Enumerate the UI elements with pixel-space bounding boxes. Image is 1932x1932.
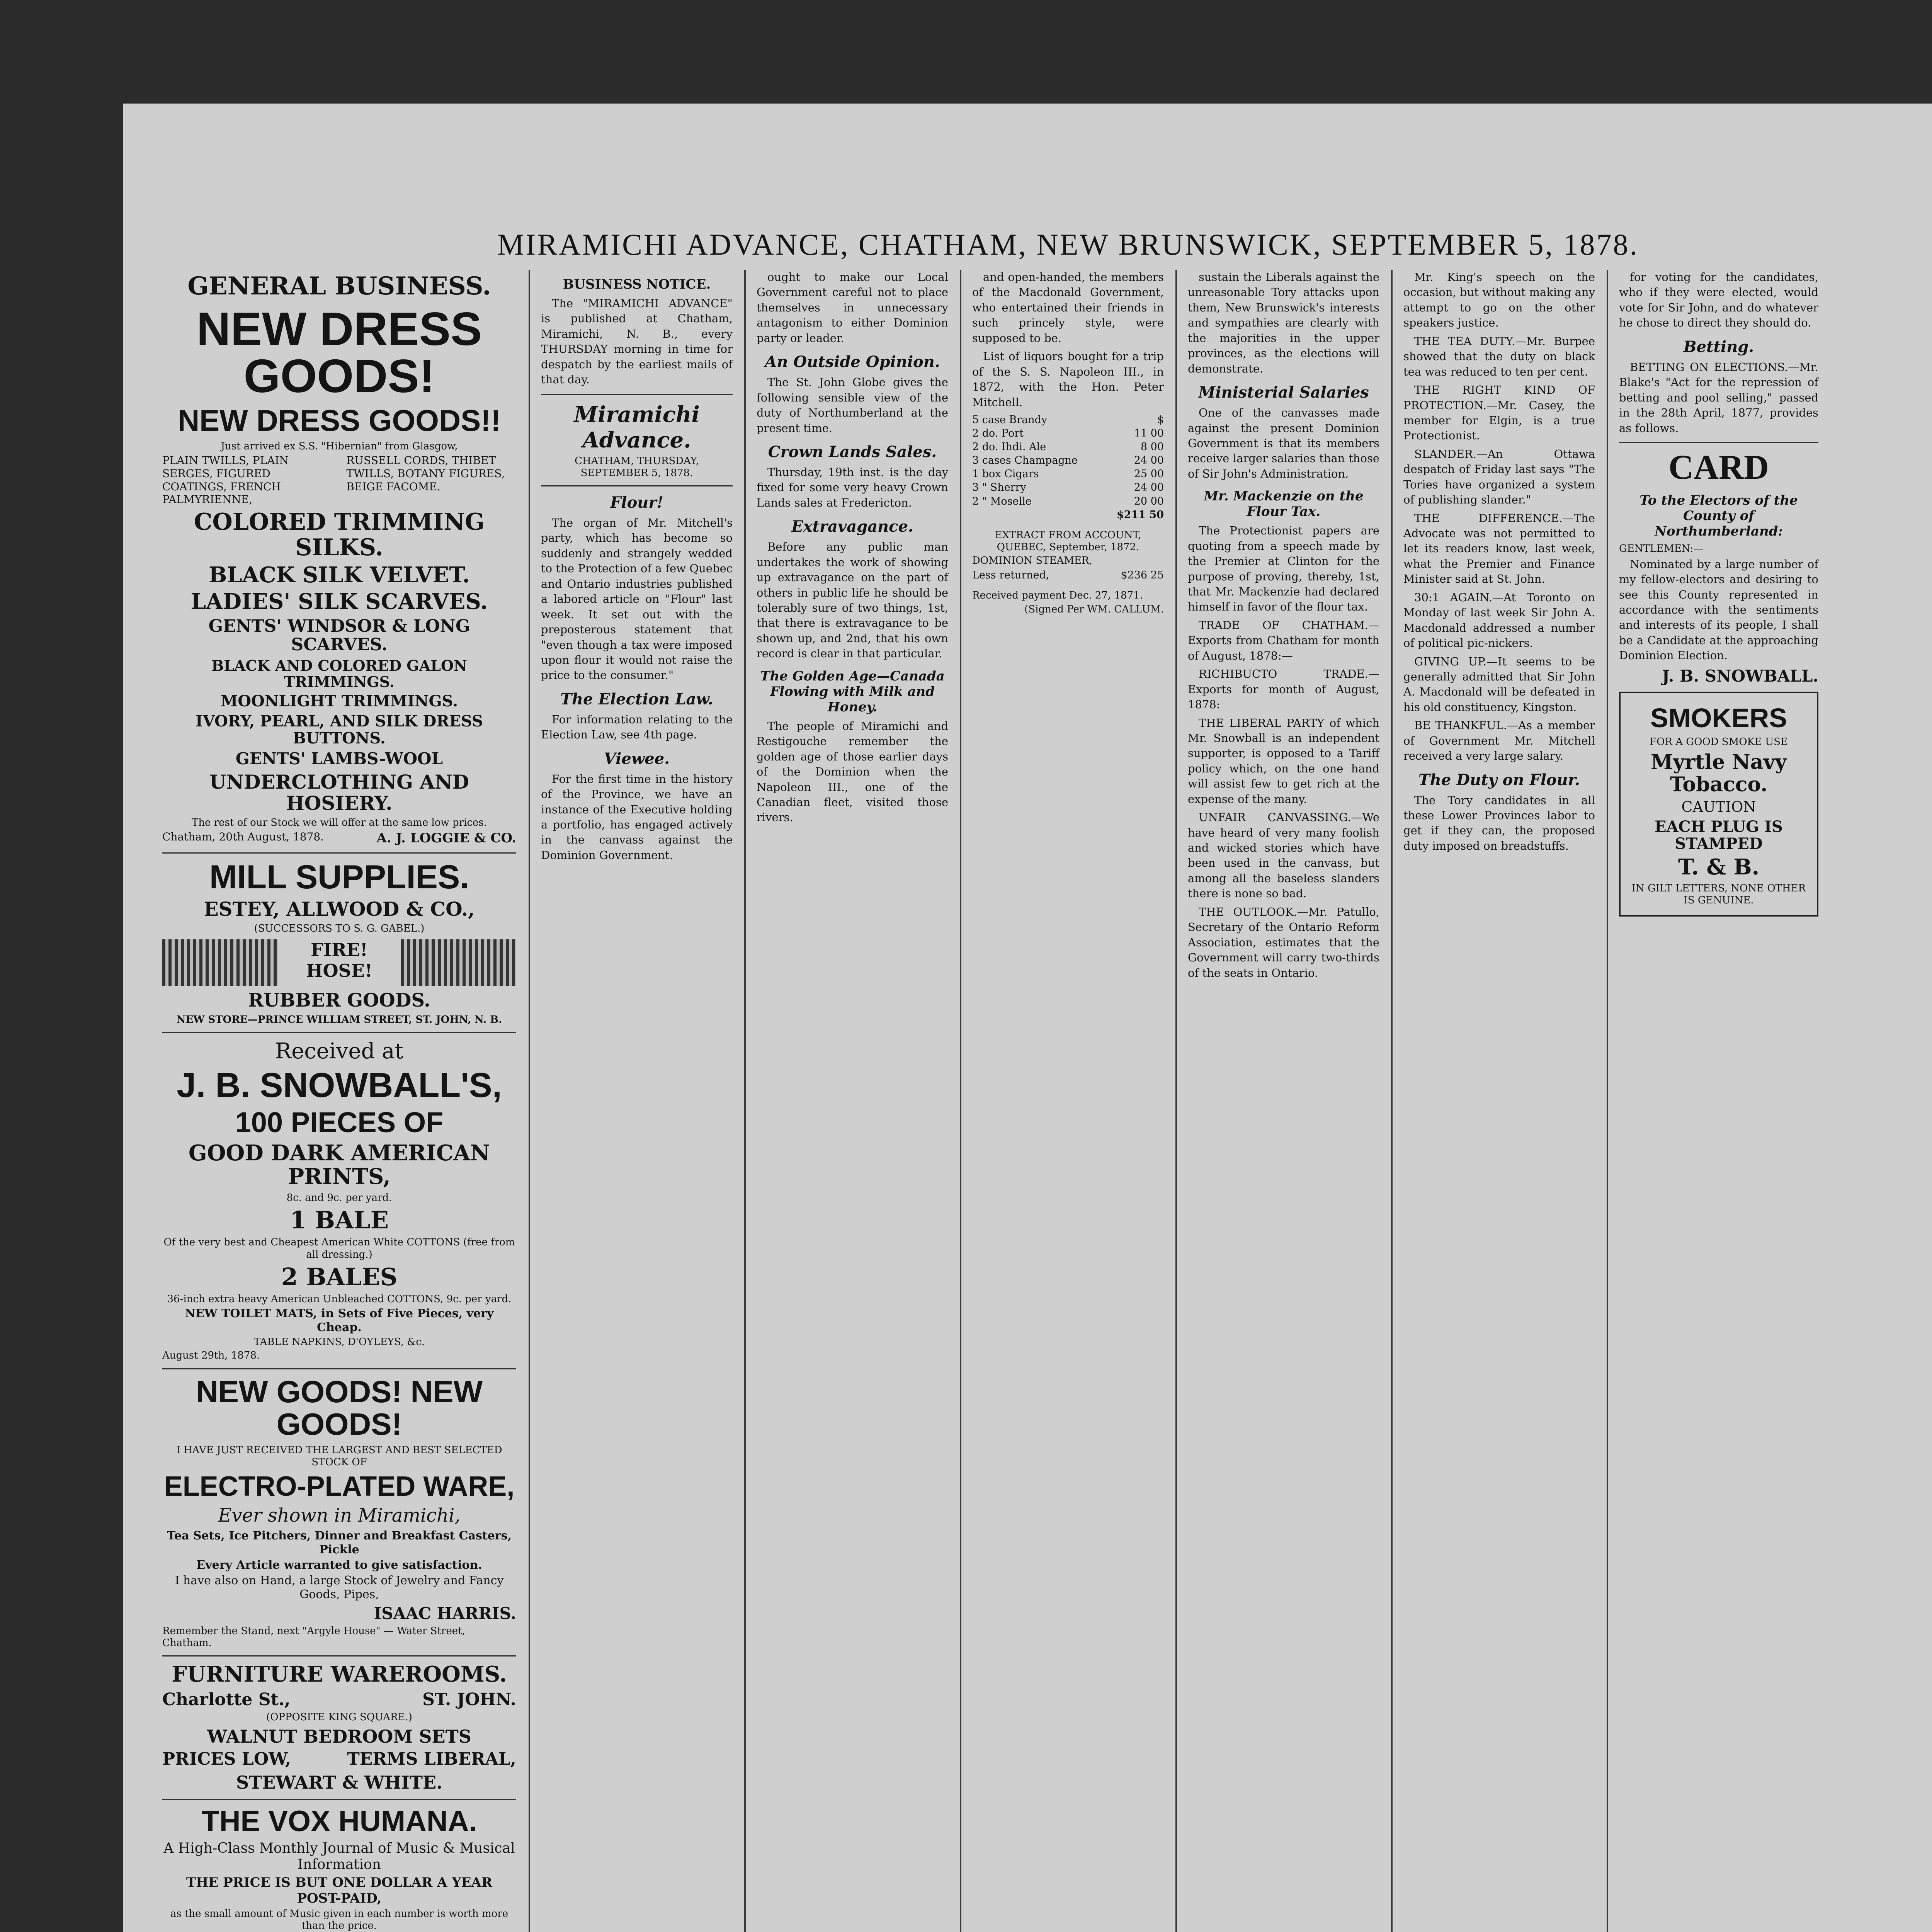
ledger-item: 5 case Brandy	[972, 413, 1048, 426]
ad-line: WALNUT BEDROOM SETS	[207, 1726, 472, 1747]
column-5	[1179, 270, 1388, 1932]
tobacco-ad	[1619, 692, 1818, 917]
divider	[162, 1032, 516, 1033]
column-rule	[960, 270, 961, 1932]
column-1-advertisements	[154, 270, 525, 1932]
ledger-row	[972, 495, 1164, 508]
ledger-item: 2 do. Ihdi. Ale	[972, 441, 1046, 453]
article-heading: The Duty on Flour.	[1418, 770, 1580, 789]
ad-line: IVORY, PEARL, AND SILK DRESS BUTTONS.	[196, 712, 483, 748]
ledger-total	[972, 508, 1164, 522]
article-text: DOMINION STEAMER,	[972, 555, 1092, 567]
column-2	[532, 270, 741, 1932]
article-text: The Tory candidates in all these Lower Provinces labor to get if they can, the proposed duty imposed on breadstuffs.	[1403, 793, 1595, 852]
article-text: THE RIGHT KIND OF PROTECTION.—Mr. Casey, the member for Elgin, is a true Protectionist.	[1403, 383, 1595, 442]
ledger-item: 3 cases Champagne	[972, 454, 1078, 467]
ad-line: UNDERCLOTHING AND HOSIERY.	[209, 770, 469, 815]
column-rule	[1175, 270, 1177, 1932]
ad-date: Chatham, 20th August, 1878.	[162, 830, 324, 843]
ledger-row	[972, 454, 1164, 467]
liquor-ledger	[972, 413, 1164, 522]
goods-list: PLAIN TWILLS, PLAIN SERGES, FIGURED COATINGS, FRENCH PALMYRIENNE,	[162, 454, 289, 506]
article-text: GIVING UP.—It seems to be generally admitted that Sir John A. Macdonald will be defeated in his old constituency, Kingston.	[1403, 655, 1595, 714]
ad-line: Myrtle Navy Tobacco.	[1651, 750, 1787, 796]
ad-line: PRICES LOW,	[162, 1749, 291, 1769]
ad-location: Charlotte St.,	[162, 1689, 291, 1709]
newspaper-page	[123, 104, 1932, 1932]
ad-text: THE PRICE IS BUT ONE DOLLAR A YEAR POST-PAID,	[186, 1875, 493, 1906]
article-text: Before any public man undertakes the work of showing up extravagance on the part of others in public life he should be tolerably sure of two things, 1st, that there is extravagance to be shown up, and 2nd, that his own record is clear in that particular.	[757, 540, 948, 660]
ledger-amount: 20 00	[1134, 495, 1164, 507]
ledger-row	[972, 467, 1164, 481]
ad-signature: ISAAC HARRIS.	[374, 1604, 516, 1623]
ad-text: (OPPOSITE KING SQUARE.)	[266, 1711, 412, 1723]
article-text: For the first time in the history of the Province, we have an instance of the Executive holding a portfolio, has engaged actively in the canvass against the Dominion Government.	[541, 772, 733, 862]
divider	[162, 1368, 516, 1369]
ledger-amount: $	[1157, 413, 1164, 426]
ad-text: Tea Sets, Ice Pitchers, Dinner and Breakfast Casters, Pickle	[167, 1529, 512, 1556]
column-7	[1611, 270, 1827, 1932]
newspaper-nameplate: Miramichi Advance.	[574, 401, 700, 453]
ad-headline: ELECTRO-PLATED WARE,	[164, 1471, 515, 1502]
section-heading: GENERAL BUSINESS.	[187, 272, 491, 301]
dateline: CHATHAM, THURSDAY, SEPTEMBER 5, 1878.	[575, 455, 699, 479]
ad-headline: SMOKERS	[1650, 702, 1787, 733]
article-text: EXTRACT FROM ACCOUNT, QUEBEC, September, 1872.	[995, 529, 1141, 553]
ad-line: TERMS LIBERAL,	[347, 1749, 516, 1769]
ad-line: GENTS' LAMBS-WOOL	[235, 749, 443, 769]
ad-firm: ESTEY, ALLWOOD & CO.,	[204, 897, 475, 920]
divider	[541, 394, 733, 395]
section-heading: BUSINESS NOTICE.	[563, 277, 711, 292]
article-text: Mr. King's speech on the occasion, but without making any attempt to go on the other speakers justice.	[1403, 270, 1595, 330]
article-heading: The Election Law.	[560, 690, 713, 708]
article-text: The Protectionist papers are quoting from a speech made by the Premier at Clinton for the purpose of proving, thereby, 1st, that Mr. Mackenzie had declared himself in favor of the flour tax.	[1188, 524, 1379, 614]
ad-word: HOSE!	[306, 960, 373, 981]
ad-text: IN GILT LETTERS, NONE OTHER IS GENUINE.	[1631, 883, 1806, 906]
article-text: 30:1 AGAIN.—At Toronto on Monday of last week Sir John A. Macdonald addressed a number of political pic-nickers.	[1403, 590, 1595, 650]
ledger-amount: 8 00	[1140, 441, 1164, 453]
article-text: Nominated by a large number of my fellow-electors and desiring to see this County represented in accordance with the sentiments and interests of its people, I shall be a Candidate at the approaching Dominion Election.	[1619, 557, 1818, 662]
ledger-total-amount: $211 50	[1116, 509, 1164, 521]
ad-line: BLACK SILK VELVET.	[208, 562, 470, 588]
article-text: THE OUTLOOK.—Mr. Patullo, Secretary of the Ontario Reform Association, estimates that the Government will carry two-thirds of the seats in Ontario.	[1188, 905, 1379, 980]
engraving-bar	[162, 939, 278, 986]
ad-line: COLORED TRIMMING SILKS.	[194, 508, 485, 561]
article-text: The "MIRAMICHI ADVANCE" is published at Chatham, Miramichi, N. B., every THURSDAY morning in time for despatch by the earliest mails of that day.	[541, 297, 733, 386]
column-rule	[744, 270, 746, 1932]
article-text: UNFAIR CANVASSING.—We have heard of very many foolish and wicked stories which have been used in the canvass, but among all the baseless slanders there is none so bad.	[1188, 811, 1379, 900]
article-text: ought to make our Local Government careful not to place themselves in unnecessary antagonism to either Dominion party or leader.	[757, 270, 948, 345]
ad-line: EACH PLUG IS STAMPED	[1655, 818, 1783, 853]
engraving-bar	[401, 939, 516, 986]
ledger-item: Less returned,	[972, 569, 1049, 582]
ad-date: August 29th, 1878.	[162, 1350, 260, 1362]
ad-word: FIRE!	[311, 939, 368, 961]
ledger-amount: 24 00	[1134, 481, 1164, 494]
article-text: The St. John Globe gives the following sensible view of the duty of Northumberland at the present time.	[757, 376, 948, 435]
column-rule	[529, 270, 530, 1932]
column-rule	[1391, 270, 1393, 1932]
ad-line: LADIES' SILK SCARVES.	[190, 589, 488, 615]
ledger-row	[972, 440, 1164, 454]
article-text: THE TEA DUTY.—Mr. Burpee showed that the duty on black tea was reduced to ten per cent.	[1403, 334, 1595, 378]
ledger-item: 1 box Cigars	[972, 468, 1039, 480]
ad-headline: J. B. SNOWBALL'S,	[177, 1066, 502, 1105]
article-text: TRADE OF CHATHAM.—Exports from Chatham for month of August, 1878:—	[1188, 618, 1379, 662]
ad-signature: STEWART & WHITE.	[236, 1772, 443, 1793]
ad-line: T. & B.	[1678, 854, 1760, 880]
article-heading: Crown Lands Sales.	[768, 442, 937, 461]
ledger-amount: $236 25	[1121, 569, 1164, 582]
article-text: and open-handed, the members of the Macdonald Government, who entertained their friends in such princely style, were supposed to be.	[972, 270, 1164, 345]
article-text: SLANDER.—An Ottawa despatch of Friday last says "The Tories have organized a system of publishing slander."	[1403, 447, 1595, 507]
column-6	[1395, 270, 1604, 1932]
ad-headline: MILL SUPPLIES.	[209, 858, 469, 896]
article-text: THE LIBERAL PARTY of which Mr. Snowball is an independent supporter, is opposed to a Tariff policy which, on the one hand will assist few to get rich at the expense of the many.	[1188, 716, 1379, 806]
ad-subheadline: NEW DRESS GOODS!!	[177, 403, 501, 438]
article-text: The organ of Mr. Mitchell's party, which has become so suddenly and strangely wedded to the Protection of a few Quebec and Ontario industries published a labored article on "Flour" last week. It set out with the preposterous statement that "even though a tax were imposed upon flour it would not raise the price to the consumer."	[541, 516, 733, 682]
ad-text: The rest of our Stock we will offer at the same low prices.	[192, 816, 487, 828]
ad-line: 100 PIECES OF	[235, 1106, 444, 1139]
ad-text: 8c. and 9c. per yard.	[286, 1192, 392, 1204]
column-rule	[1607, 270, 1608, 1932]
ad-text: NEW STORE—PRINCE WILLIAM STREET, ST. JOHN, N. B.	[176, 1014, 502, 1026]
ledger-row	[972, 413, 1164, 427]
ledger-item: 2 do. Port	[972, 427, 1024, 440]
ad-location: ST. JOHN.	[422, 1689, 516, 1709]
card-subheading: To the Electors of the County of Northumberland:	[1639, 493, 1798, 539]
salutation: GENTLEMEN:—	[1619, 543, 1704, 555]
article-text: One of the canvasses made against the present Dominion Government is that its members receive larger salaries than those of Sir John's Administration.	[1188, 406, 1379, 480]
ad-text: FOR A GOOD SMOKE USE	[1650, 736, 1788, 748]
article-text: sustain the Liberals against the unreasonable Tory attacks upon them, New Brunswick's interests and sympathies are clearly with the majorities in the upper provinces, as the elections will demonstrate.	[1188, 270, 1379, 375]
ad-headline: NEW DRESS GOODS!	[196, 303, 482, 403]
article-heading: Ministerial Salaries	[1198, 383, 1369, 402]
article-text: BE THANKFUL.—As a member of Government Mr. Mitchell received a very large salary.	[1403, 719, 1595, 763]
article-text: (Signed Per WM. CALLUM.	[1024, 603, 1164, 615]
ad-line: GOOD DARK AMERICAN PRINTS,	[188, 1140, 490, 1190]
ledger-item: 3 " Sherry	[972, 481, 1026, 494]
ad-signature: A. J. LOGGIE & CO.	[376, 830, 516, 846]
ad-line: 2 BALES	[281, 1262, 398, 1291]
divider	[162, 1655, 516, 1656]
ledger-item: 2 " Moselle	[972, 495, 1032, 507]
ledger-amount: 11 00	[1134, 427, 1164, 440]
ad-line: Received at	[275, 1039, 404, 1064]
article-heading: Flour!	[610, 493, 663, 512]
ad-line: 1 BALE	[289, 1206, 389, 1235]
ad-headline: THE VOX HUMANA.	[201, 1804, 477, 1838]
ad-text: I have also on Hand, a large Stock of Jewelry and Fancy Goods, Pipes,	[175, 1573, 504, 1601]
ad-line: A High-Class Monthly Journal of Music & Musical Information	[163, 1840, 515, 1872]
article-text: BETTING ON ELECTIONS.—Mr. Blake's "Act for the repression of betting and pool selling," passed in the 28th April, 1877, provides as follows.	[1619, 360, 1818, 435]
ad-headline: NEW GOODS! NEW GOODS!	[196, 1374, 483, 1441]
masthead: MIRAMICHI ADVANCE, CHATHAM, NEW BRUNSWICK, SEPTEMBER 5, 1878.	[497, 228, 1639, 261]
ad-text: Every Article warranted to give satisfaction.	[196, 1558, 482, 1572]
divider	[541, 485, 733, 486]
column-3	[748, 270, 957, 1932]
card-signature: J. B. SNOWBALL.	[1662, 666, 1818, 685]
article-text: Thursday, 19th inst. is the day fixed for some very heavy Crown Lands sales at Fredericton.	[757, 465, 948, 509]
ledger-amount: 24 00	[1134, 454, 1164, 467]
article-text: Received payment Dec. 27, 1871.	[972, 590, 1143, 602]
ad-line: CAUTION	[1681, 798, 1756, 815]
divider	[162, 1799, 516, 1800]
divider	[162, 852, 516, 854]
ad-text: I HAVE JUST RECEIVED THE LARGEST AND BEST SELECTED STOCK OF	[176, 1444, 502, 1468]
article-heading: The Golden Age—Canada Flowing with Milk and Honey.	[760, 668, 945, 715]
ad-line: Ever shown in Miramichi,	[218, 1505, 461, 1527]
ad-text: as the small amount of Music given in each number is worth more than the price.	[170, 1908, 509, 1932]
ad-line: MOONLIGHT TRIMMINGS.	[220, 692, 458, 711]
article-heading: Mr. Mackenzie on the Flour Tax.	[1204, 488, 1364, 520]
ad-text: NEW TOILET MATS, in Sets of Five Pieces, very Cheap.	[185, 1307, 494, 1335]
article-text: The people of Miramichi and Restigouche remember the golden age of those earlier days of the Dominion when the Napoleon III., one of the Canadian fleet, visited those rivers.	[757, 719, 948, 824]
ad-headline: FURNITURE WAREROOMS.	[172, 1662, 507, 1687]
ad-line: GENTS' WINDSOR & LONG SCARVES.	[208, 616, 470, 655]
hose-engraving	[162, 939, 516, 986]
article-heading: Viewee.	[604, 749, 670, 768]
ledger-less	[972, 568, 1164, 582]
column-4	[964, 270, 1172, 1932]
article-text: for voting for the candidates, who if they were elected, would vote for Sir John, and do whatever he chose to direct they should do.	[1619, 270, 1818, 330]
article-text: RICHIBUCTO TRADE.—Exports for month of August, 1878:	[1188, 667, 1379, 711]
ledger-row	[972, 481, 1164, 494]
ad-line: BLACK AND COLORED GALON TRIMMINGS.	[211, 656, 467, 690]
ad-text: Of the very best and Cheapest American White COTTONS (free from all dressing.)	[163, 1236, 515, 1260]
goods-list: RUSSELL CORDS, THIBET TWILLS, BOTANY FIGURES, BEIGE FACOME.	[346, 454, 505, 493]
article-text: THE DIFFERENCE.—The Advocate was not permitted to let its readers know, last week, what the Premier and Finance Minister said at St. John.	[1403, 511, 1595, 586]
ad-text: Just arrived ex S.S. "Hibernian" from Glasgow,	[221, 440, 458, 452]
ad-text: Remember the Stand, next "Argyle House" — Water Street, Chatham.	[162, 1625, 465, 1649]
article-heading: Extravagance.	[791, 517, 913, 536]
card-heading: CARD	[1668, 448, 1769, 486]
ad-text: 36-inch extra heavy American Unbleached COTTONS, 9c. per yard.	[167, 1293, 512, 1305]
ad-text: (SUCCESSORS TO S. G. GABEL.)	[254, 922, 425, 934]
ledger-amount: 25 00	[1134, 468, 1164, 480]
ad-text: TABLE NAPKINS, D'OYLEYS, &c.	[253, 1336, 425, 1348]
ad-headline: RUBBER GOODS.	[248, 990, 430, 1012]
divider	[1619, 442, 1818, 443]
ledger-row	[972, 427, 1164, 440]
article-heading: An Outside Opinion.	[765, 353, 940, 371]
article-text: For information relating to the Election Law, see 4th page.	[541, 713, 733, 742]
article-heading: Betting.	[1683, 337, 1754, 356]
article-text: List of liquors bought for a trip of the S. S. Napoleon III., in 1872, with the Hon. Peter Mitchell.	[972, 350, 1164, 409]
